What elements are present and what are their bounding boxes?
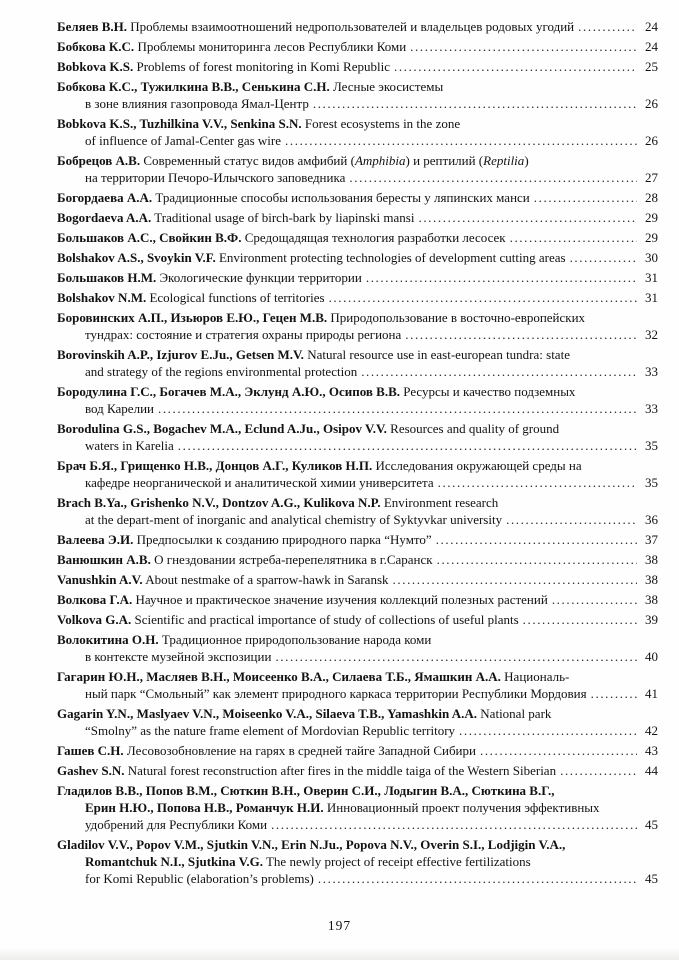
folio-page-number: 197 <box>327 918 352 933</box>
entry-line <box>57 383 658 400</box>
entry-text: Гагарин Ю.Н., Масляев В.Н., Моисеенко В.А., Силаева Т.Б., Ямашкин А.А. Националь- <box>57 669 570 684</box>
entry-text: в зоне влияния газопровода Ямал-Центр <box>85 96 309 111</box>
dots-leader <box>552 591 637 608</box>
page-ref: 26 <box>645 133 658 148</box>
toc-entry <box>57 249 658 266</box>
entry-line <box>57 326 658 343</box>
scan-edge-shading <box>0 948 679 960</box>
entry-text: Волокитина О.Н. Традиционное природопользование народа коми <box>57 632 432 647</box>
entry-line <box>57 762 658 779</box>
entry-text: waters in Karelia <box>85 438 174 453</box>
toc-entry <box>57 762 658 779</box>
dots-leader <box>506 511 637 528</box>
toc-entry <box>57 289 658 306</box>
entry-text: “Smolny” as the nature frame element of Mordovian Republic territory <box>85 723 456 738</box>
page-ref: 40 <box>645 649 658 664</box>
entry-text: Borodulina G.S., Bogachev M.A., Eclund A.Ju., Osipov V.V. Resources and quality of ground <box>57 421 560 436</box>
toc-entry <box>57 631 658 665</box>
toc-entry <box>57 494 658 528</box>
toc-list <box>57 18 658 890</box>
toc-entry <box>57 383 658 417</box>
dots-leader <box>570 249 637 266</box>
entry-text: Гашев С.Н. Лесовозобновление на гарях в средней тайге Западной Сибири <box>57 743 476 758</box>
dots-leader <box>578 18 637 35</box>
entry-line <box>57 363 658 380</box>
page-ref: 41 <box>645 686 658 701</box>
entry-text: Боровинских А.П., Изьюров Е.Ю., Гецен М.В. Природопользование в восточно-европейских <box>57 310 586 325</box>
entry-line <box>57 799 658 816</box>
toc-entry <box>57 309 658 343</box>
entry-line <box>57 152 658 169</box>
page-ref: 28 <box>645 190 658 205</box>
page-ref: 36 <box>645 512 658 527</box>
entry-line <box>57 169 658 186</box>
page-ref: 42 <box>645 723 658 738</box>
page-ref: 26 <box>645 96 658 111</box>
entry-text: кафедре неорганической и аналитической химии университета <box>85 475 434 490</box>
entry-text: Большаков А.С., Свойкин В.Ф. Средощадящая технология разработки лесосек <box>57 230 506 245</box>
entry-line <box>57 631 658 648</box>
entry-line <box>57 668 658 685</box>
page-ref: 35 <box>645 438 658 453</box>
page-ref: 38 <box>645 552 658 567</box>
toc-entry <box>57 209 658 226</box>
page-ref: 31 <box>645 270 658 285</box>
entry-line <box>57 816 658 833</box>
entry-text: Bolshakov N.M. Ecological functions of territories <box>57 290 325 305</box>
entry-text: тундрах: состояние и стратегия охраны природы региона <box>85 327 402 342</box>
entry-text: Bolshakov A.S., Svoykin V.F. Environment protecting technologies of development cutting areas <box>57 250 566 265</box>
dots-leader <box>436 531 637 548</box>
page-ref: 39 <box>645 612 658 627</box>
page-ref: 24 <box>645 19 658 34</box>
entry-text: Romantchuk N.I., Sjutkina V.G. The newly project of receipt effective fertilizations <box>85 854 531 869</box>
toc-entry <box>57 668 658 702</box>
entry-line <box>57 742 658 759</box>
entry-text: Богордаева А.А. Традиционные способы использования бересты у ляпинских манси <box>57 190 530 205</box>
entry-line <box>57 309 658 326</box>
entry-text: Volkova G.A. Scientific and practical importance of study of collections of useful plants <box>57 612 519 627</box>
entry-text: удобрений для Республики Коми <box>85 817 268 832</box>
entry-line <box>57 269 658 286</box>
entry-line <box>57 209 658 226</box>
entry-text: Bogordaeva A.A. Traditional usage of birch-bark by liapinski mansi <box>57 210 415 225</box>
page-ref: 32 <box>645 327 658 342</box>
entry-text: вод Карелии <box>85 401 154 416</box>
dots-leader <box>349 169 637 186</box>
page-ref: 45 <box>645 871 658 886</box>
page-ref: 29 <box>645 210 658 225</box>
entry-line <box>57 551 658 568</box>
dots-leader <box>393 571 637 588</box>
toc-entry <box>57 742 658 759</box>
entry-line <box>57 648 658 665</box>
entry-text: Валеева Э.И. Предпосылки к созданию природного парка “Нумто” <box>57 532 432 547</box>
entry-line <box>57 853 658 870</box>
entry-line <box>57 591 658 608</box>
page-ref: 24 <box>645 39 658 54</box>
page-ref: 38 <box>645 592 658 607</box>
entry-line <box>57 511 658 528</box>
entry-text: Vanushkin A.V. About nestmake of a sparrow-hawk in Saransk <box>57 572 389 587</box>
dots-leader <box>410 38 637 55</box>
entry-line <box>57 346 658 363</box>
entry-line <box>57 189 658 206</box>
entry-line <box>57 571 658 588</box>
entry-line <box>57 437 658 454</box>
entry-line <box>57 782 658 799</box>
page-ref: 25 <box>645 59 658 74</box>
dots-leader <box>329 289 637 306</box>
dots-leader <box>158 400 637 417</box>
entry-text: Брач Б.Я., Грищенко Н.В., Донцов А.Г., Куликов Н.П. Исследования окружающей среды на <box>57 458 582 473</box>
page-ref: 29 <box>645 230 658 245</box>
entry-text: at the depart-ment of inorganic and analytical chemistry of Syktyvkar university <box>85 512 503 527</box>
toc-entry <box>57 229 658 246</box>
dots-leader <box>560 762 637 779</box>
entry-text: Brach B.Ya., Grishenko N.V., Dontzov A.G., Kulikova N.P. Environment research <box>57 495 499 510</box>
page-ref: 31 <box>645 290 658 305</box>
dots-leader <box>523 611 637 628</box>
dots-leader <box>534 189 637 206</box>
toc-entry <box>57 782 658 833</box>
entry-line <box>57 58 658 75</box>
entry-text: Бородулина Г.С., Богачев М.А., Эклунд А.Ю., Осипов В.В. Ресурсы и качество подземных <box>57 384 576 399</box>
entry-line <box>57 289 658 306</box>
entry-line <box>57 132 658 149</box>
entry-text: Ванюшкин А.В. О гнездовании ястреба-перепелятника в г.Саранск <box>57 552 433 567</box>
entry-line <box>57 249 658 266</box>
entry-text: Гладилов В.В., Попов В.М., Сюткин В.Н., Оверин С.И., Лодыгин В.А., Сюткина В.Г., <box>57 783 555 798</box>
dots-leader <box>418 209 637 226</box>
toc-entry <box>57 571 658 588</box>
entry-line <box>57 705 658 722</box>
entry-line <box>57 400 658 417</box>
entry-text: Ерин Н.Ю., Попова Н.В., Романчук Н.И. Инновационный проект получения эффективных <box>85 800 600 815</box>
toc-entry <box>57 115 658 149</box>
toc-entry <box>57 78 658 112</box>
toc-entry <box>57 611 658 628</box>
toc-entry <box>57 152 658 186</box>
entry-line <box>57 531 658 548</box>
page-ref: 37 <box>645 532 658 547</box>
toc-entry <box>57 705 658 739</box>
entry-line <box>57 115 658 132</box>
entry-text: Gladilov V.V., Popov V.M., Sjutkin V.N., Erin N.Ju., Popova N.V., Overin S.I., Lodjigin V.A., <box>57 837 566 852</box>
entry-text: Бобкова К.С. Проблемы мониторинга лесов Республики Коми <box>57 39 407 54</box>
toc-entry <box>57 531 658 548</box>
entry-text: в контексте музейной экспозиции <box>85 649 272 664</box>
entry-text: ный парк “Смольный” как элемент природного каркаса территории Республики Мордовия <box>85 686 587 701</box>
toc-entry <box>57 58 658 75</box>
toc-entry <box>57 346 658 380</box>
toc-entry <box>57 551 658 568</box>
toc-entry <box>57 836 658 887</box>
page-ref: 35 <box>645 475 658 490</box>
page-ref: 44 <box>645 763 658 778</box>
entry-text: Беляев В.Н. Проблемы взаимоотношений недропользователей и владельцев родовых угодий <box>57 19 575 34</box>
dots-leader <box>271 816 637 833</box>
dots-leader <box>366 269 637 286</box>
dots-leader <box>510 229 637 246</box>
page-ref: 33 <box>645 364 658 379</box>
toc-entry <box>57 420 658 454</box>
entry-line <box>57 870 658 887</box>
entry-text: and strategy of the regions environmental protection <box>85 364 358 379</box>
page-ref: 38 <box>645 572 658 587</box>
dots-leader <box>438 474 637 491</box>
entry-text: Gashev S.N. Natural forest reconstruction after fires in the middle taiga of the Western Siberian <box>57 763 557 778</box>
entry-line <box>57 420 658 437</box>
dots-leader <box>437 551 637 568</box>
dots-leader <box>394 58 637 75</box>
entry-line <box>57 229 658 246</box>
entry-text: Волкова Г.А. Научное и практическое значение изучения коллекций полезных растений <box>57 592 548 607</box>
page-ref: 45 <box>645 817 658 832</box>
entry-text: Borovinskih A.P., Izjurov E.Ju., Getsen M.V. Natural resource use in east-european tundra: state <box>57 347 570 362</box>
entry-line <box>57 18 658 35</box>
entry-text: Большаков Н.М. Экологические функции территории <box>57 270 362 285</box>
entry-line <box>57 494 658 511</box>
dots-leader <box>459 722 637 739</box>
entry-text: Бобкова К.С., Тужилкина В.В., Сенькина С.Н. Лесные экосистемы <box>57 79 444 94</box>
toc-entry <box>57 189 658 206</box>
entry-line <box>57 611 658 628</box>
entry-line <box>57 95 658 112</box>
entry-line <box>57 38 658 55</box>
page-ref: 30 <box>645 250 658 265</box>
dots-leader <box>405 326 637 343</box>
entry-line <box>57 836 658 853</box>
entry-line <box>57 474 658 491</box>
toc-entry <box>57 457 658 491</box>
page-ref: 33 <box>645 401 658 416</box>
entry-text: for Komi Republic (elaboration’s problems) <box>85 871 314 886</box>
entry-text: Bobkova K.S., Tuzhilkina V.V., Senkina S.N. Forest ecosystems in the zone <box>57 116 461 131</box>
entry-line <box>57 722 658 739</box>
dots-leader <box>318 870 637 887</box>
toc-entry <box>57 591 658 608</box>
entry-text: Bobkova K.S. Problems of forest monitoring in Komi Republic <box>57 59 390 74</box>
entry-text: Бобрецов А.В. Современный статус видов амфибий (Amphibia) и рептилий (Reptilia) <box>57 153 529 168</box>
entry-text: of influence of Jamal-Center gas wire <box>85 133 282 148</box>
dots-leader <box>361 363 637 380</box>
page-ref: 43 <box>645 743 658 758</box>
dots-leader <box>480 742 637 759</box>
dots-leader <box>285 132 637 149</box>
toc-entry <box>57 18 658 35</box>
dots-leader <box>178 437 637 454</box>
entry-text: Gagarin Y.N., Maslyaev V.N., Moiseenko V.A., Silaeva T.B., Yamashkin A.A. National park <box>57 706 552 721</box>
dots-leader <box>313 95 637 112</box>
entry-line <box>57 685 658 702</box>
dots-leader <box>275 648 637 665</box>
entry-line <box>57 78 658 95</box>
dots-leader <box>591 685 637 702</box>
entry-text: на территории Печоро-Илычского заповедника <box>85 170 346 185</box>
toc-entry <box>57 269 658 286</box>
toc-entry <box>57 38 658 55</box>
entry-line <box>57 457 658 474</box>
page-ref: 27 <box>645 170 658 185</box>
